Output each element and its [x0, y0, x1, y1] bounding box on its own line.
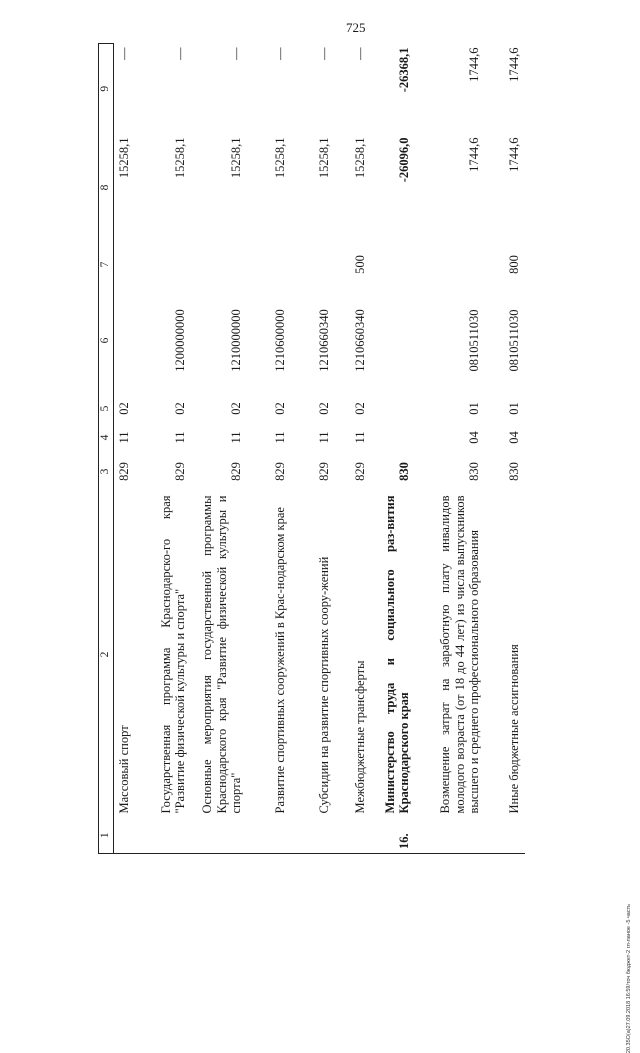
header-cell: 4: [99, 424, 114, 452]
page-number: 725: [346, 20, 366, 35]
row-name: Межбюджетные трансферты: [353, 660, 368, 814]
cell-target-article: [113, 288, 135, 394]
table-row: [291, 44, 335, 854]
cell-amount-2019: -26368,1: [397, 47, 412, 93]
table-row: [335, 44, 371, 854]
cell-expense-type: [291, 242, 335, 288]
cell-target-article: [371, 288, 415, 394]
budget-table: [98, 43, 525, 854]
row-name: Возмещение затрат на заработную плату инвалидов молодого возраста (от 18 до 44 лет) из числа выпускников высшего и среднего профессионального образования: [437, 495, 482, 814]
cell-section: 11: [173, 431, 188, 444]
cell-amount-2019: —: [273, 47, 288, 60]
table-row: [415, 44, 485, 854]
cell-amount-2018: 1744,6: [507, 137, 522, 172]
table-row: [113, 44, 135, 854]
row-number: [113, 818, 135, 854]
cell-target-article: 0810511030: [467, 309, 482, 372]
cell-ministry: 829: [317, 462, 332, 481]
cell-target-article: 1210600000: [273, 309, 288, 372]
cell-section: 11: [353, 431, 368, 444]
header-cell: 2: [99, 492, 114, 818]
cell-amount-2019: —: [353, 47, 368, 60]
row-name: Министерство труда и социального раз-вития Краснодарского края: [382, 495, 412, 814]
cell-subsection: 02: [117, 402, 132, 415]
row-number: [485, 818, 525, 854]
cell-amount-2018: 15258,1: [317, 137, 332, 179]
cell-ministry: 829: [353, 462, 368, 481]
row-number: [335, 818, 371, 854]
cell-target-article: 1210660340: [353, 309, 368, 372]
header-cell: 5: [99, 394, 114, 424]
row-number: [415, 818, 485, 854]
cell-amount-2019: —: [317, 47, 332, 60]
table-row: [247, 44, 291, 854]
row-name: Государственная программа Краснодарско-го края "Развитие физической культуры и спорта": [158, 495, 188, 814]
row-number: 16.: [371, 818, 415, 854]
cell-subsection: 02: [229, 402, 244, 415]
row-name: Массовый спорт: [117, 725, 132, 814]
row-name: Субсидии на развитие спортивных соору-жений: [317, 556, 332, 814]
cell-subsection: [371, 394, 415, 424]
cell-target-article: 1210660340: [317, 309, 332, 372]
cell-expense-type: [113, 242, 135, 288]
header-cell: 8: [99, 134, 114, 242]
cell-ministry: 829: [273, 462, 288, 481]
row-number: [191, 818, 247, 854]
header-cell: 7: [99, 242, 114, 288]
cell-amount-2018: 15258,1: [117, 137, 132, 179]
cell-ministry: 829: [117, 462, 132, 481]
footer-note: 20.35О(а)27.09.2018 16:59/точ бюджет-2 гл-ланое -5 часть: [626, 904, 632, 1053]
cell-ministry: 830: [397, 462, 412, 481]
cell-section: 04: [467, 431, 482, 444]
cell-subsection: 02: [173, 402, 188, 415]
cell-expense-type: [415, 242, 485, 288]
cell-section: 11: [117, 431, 132, 444]
cell-target-article: 1200000000: [173, 309, 188, 372]
table-header-row: [99, 44, 114, 854]
row-name: Основные мероприятия государственной программы Краснодарского края "Развитие физической культуры и спорта": [199, 495, 244, 814]
cell-expense-type: [247, 242, 291, 288]
cell-section: 11: [229, 431, 244, 444]
cell-ministry: 830: [507, 462, 522, 481]
cell-amount-2018: 1744,6: [467, 137, 482, 172]
row-name: Иные бюджетные ассигнования: [507, 644, 522, 814]
cell-ministry: 829: [229, 462, 244, 481]
table-body: [99, 44, 526, 854]
row-number: [291, 818, 335, 854]
cell-expense-type: [135, 242, 191, 288]
table-row: [135, 44, 191, 854]
cell-amount-2018: 15258,1: [273, 137, 288, 179]
header-cell: 9: [99, 44, 114, 134]
cell-subsection: 01: [467, 402, 482, 415]
cell-subsection: 02: [353, 402, 368, 415]
cell-amount-2019: —: [229, 47, 244, 60]
budget-table-rotated: [98, 44, 622, 854]
row-number: [247, 818, 291, 854]
cell-amount-2019: 1744,6: [507, 47, 522, 82]
cell-expense-type: [191, 242, 247, 288]
row-number: [135, 818, 191, 854]
cell-amount-2018: 15258,1: [173, 137, 188, 179]
cell-section: 04: [507, 431, 522, 444]
cell-amount-2019: 1744,6: [467, 47, 482, 82]
cell-expense-type: 500: [353, 255, 368, 274]
cell-section: 11: [317, 431, 332, 444]
cell-amount-2018: 15258,1: [229, 137, 244, 179]
header-cell: 3: [99, 452, 114, 492]
table-row: [371, 44, 415, 854]
cell-subsection: 02: [273, 402, 288, 415]
cell-expense-type: 800: [507, 255, 522, 274]
cell-amount-2019: —: [117, 47, 132, 60]
cell-ministry: 829: [173, 462, 188, 481]
cell-target-article: 1210000000: [229, 309, 244, 372]
cell-subsection: 02: [317, 402, 332, 415]
row-name: Развитие спортивных сооружений в Крас-нодарском крае: [273, 507, 288, 814]
cell-section: 11: [273, 431, 288, 444]
cell-target-article: 0810511030: [507, 309, 522, 372]
cell-amount-2018: -26096,0: [397, 137, 412, 183]
header-cell: 6: [99, 288, 114, 394]
cell-ministry: 830: [467, 462, 482, 481]
table-row: [485, 44, 525, 854]
cell-amount-2018: 15258,1: [353, 137, 368, 179]
header-cell: 1: [99, 818, 114, 854]
table-row: [191, 44, 247, 854]
cell-amount-2019: —: [173, 47, 188, 60]
cell-section: [371, 424, 415, 452]
cell-expense-type: [371, 242, 415, 288]
cell-subsection: 01: [507, 402, 522, 415]
